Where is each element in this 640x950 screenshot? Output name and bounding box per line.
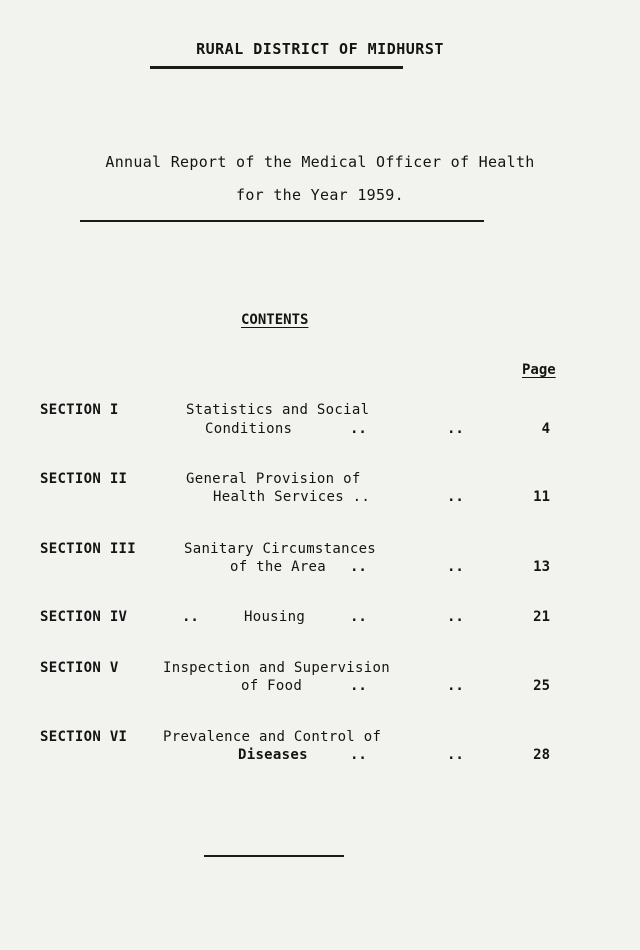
section-title-line1: Inspection and Supervision (163, 660, 390, 676)
report-rule (80, 220, 484, 222)
section-label: SECTION II (40, 471, 128, 487)
page-number: 13 (533, 559, 550, 575)
contents-heading: CONTENTS (241, 312, 309, 328)
page-column-heading: Page (522, 362, 556, 378)
leader-dots: .. (350, 609, 367, 625)
leader-dots: .. (350, 747, 367, 763)
section-title-line2: Conditions (205, 421, 293, 437)
leader-dots: .. (447, 678, 464, 694)
section-title-line2: Diseases (238, 747, 308, 763)
page-number: 28 (533, 747, 550, 763)
section-title-line2: of Food (241, 678, 303, 694)
district-title: RURAL DISTRICT OF MIDHURST (196, 40, 444, 58)
section-label: SECTION IV (40, 609, 128, 625)
page-number: 25 (533, 678, 550, 694)
leader-dots: .. (350, 421, 367, 437)
page-number: 4 (541, 421, 550, 437)
section-label: SECTION V (40, 660, 119, 676)
leader-dots: .. (447, 609, 464, 625)
section-title-line2: Health Services .. (213, 489, 371, 505)
leader-dots: .. (447, 489, 464, 505)
section-title-line1: Sanitary Circumstances (184, 541, 377, 557)
section-title-line1: Prevalence and Control of (163, 729, 382, 745)
report-title-line1: Annual Report of the Medical Officer of Health (105, 153, 535, 171)
leader-dots: .. (447, 421, 464, 437)
section-label: SECTION III (40, 541, 137, 557)
closing-rule (204, 855, 344, 857)
page-number: 11 (533, 489, 550, 505)
section-label: SECTION VI (40, 729, 128, 745)
leader-dots: .. (182, 609, 199, 625)
report-title-line2: for the Year 1959. (236, 186, 404, 204)
leader-dots: .. (350, 559, 367, 575)
leader-dots: .. (447, 559, 464, 575)
section-label: SECTION I (40, 402, 119, 418)
section-title-line2: Housing (244, 609, 306, 625)
title-rule (150, 66, 403, 69)
section-title-line2: of the Area (230, 559, 327, 575)
page-number: 21 (533, 609, 550, 625)
leader-dots: .. (350, 678, 367, 694)
section-title-line1: General Provision of (186, 471, 361, 487)
leader-dots: .. (447, 747, 464, 763)
section-title-line1: Statistics and Social (186, 402, 370, 418)
